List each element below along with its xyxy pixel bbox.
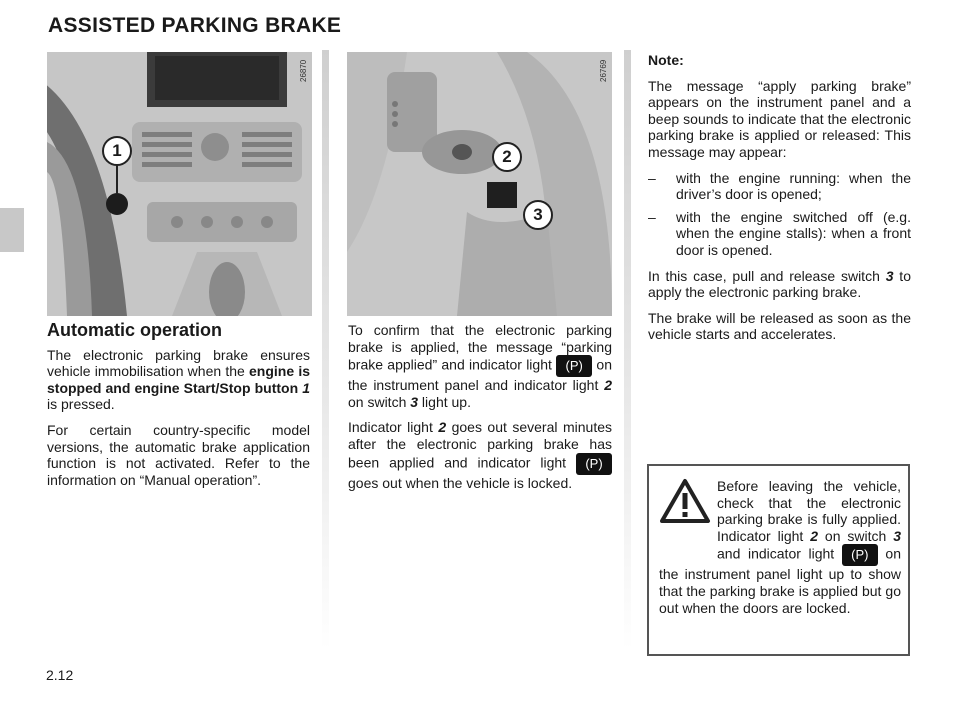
text-span: to apply the electronic parking brake. [648,267,911,301]
automatic-paragraph-1 [47,347,310,413]
chapter-tab [0,208,24,252]
note-heading: Note: [648,52,684,68]
figure-dashboard [47,52,312,316]
note-paragraph-3: The brake will be released as soon as the vehicle starts and accelerates. [648,309,911,343]
console-illustration [347,52,612,316]
ref-2: 2 [604,377,612,394]
text-span: To confirm that the electronic parking brake is applied, the message “parking brake applied” and indicator light [348,322,612,373]
note-section [648,52,911,352]
text-span: light up. [418,393,471,410]
figure-console [347,52,612,316]
callout-3: 3 [523,200,553,230]
note-paragraph-2 [648,268,911,301]
bold-span: engine is stopped and engine Start/Stop button [47,363,311,396]
ref-3: 3 [893,527,901,544]
column-divider-left [322,50,329,650]
ref-2: 2 [810,527,818,544]
callout-2: 2 [492,142,522,172]
automatic-paragraph-2: For certain country-specific model versions, the automatic brake application function is not activated. Refer to the information on “Manual operation”. [47,421,310,488]
text-span: goes out several minutes after the electronic parking brake has been applied and indicator light [348,419,612,471]
text-span: Indicator light [348,419,439,436]
callout-1-leader [116,164,118,194]
ref-2: 2 [438,419,447,436]
text-span: on switch [818,527,894,544]
confirm-paragraph-2 [348,419,612,491]
text-span: and indicator light [717,546,842,563]
text-span: is pressed. [47,396,115,413]
ref-3: 3 [410,393,419,410]
automatic-operation-heading: Automatic operation [47,320,223,340]
warning-text [659,478,901,616]
text-span: The electronic parking brake ensures vehicle immobilisation when the [47,346,310,380]
text-span: on switch [348,393,411,410]
warning-box [647,464,910,656]
page-number: 2.12 [46,667,74,683]
parking-brake-indicator-icon: (P) [842,544,878,566]
text-span: on the instrument panel light up to show that the parking brake is applied but go out when the doors are locked. [659,546,901,616]
ref-3: 3 [885,267,894,284]
figure-code-26870: 26870 [299,59,308,82]
dashboard-illustration [47,52,312,316]
parking-brake-indicator-icon: (P) [556,355,592,377]
list-item: – with the engine running: when the driver’s door is opened; [648,170,911,203]
text-span: Before leaving the vehicle, check that the electronic parking brake is fully applied. Indicator light [717,478,901,544]
note-list [648,170,911,259]
confirm-paragraph-1 [348,322,612,410]
column-divider-right [624,50,631,650]
page-title: ASSISTED PARKING BRAKE [48,14,342,37]
parking-brake-indicator-icon: (P) [576,453,612,475]
figure-code-26769: 26769 [599,59,608,82]
text-span: In this case, pull and release switch [648,267,886,284]
note-paragraph-1: The message “apply parking brake” appears on the instrument panel and a beep sounds to indicate that the electronic parking brake is applied or released: This message may appear: [648,77,911,160]
callout-1: 1 [102,136,132,166]
text-span: on the instrument panel and indicator light [348,356,612,394]
list-item: – with the engine switched off (e.g. when the engine stalls): when a front door is opened. [648,209,911,259]
text-span: goes out when the vehicle is locked. [348,474,573,491]
ref-1: 1 [302,379,310,396]
automatic-operation-section [47,322,310,497]
confirm-section [348,322,612,500]
